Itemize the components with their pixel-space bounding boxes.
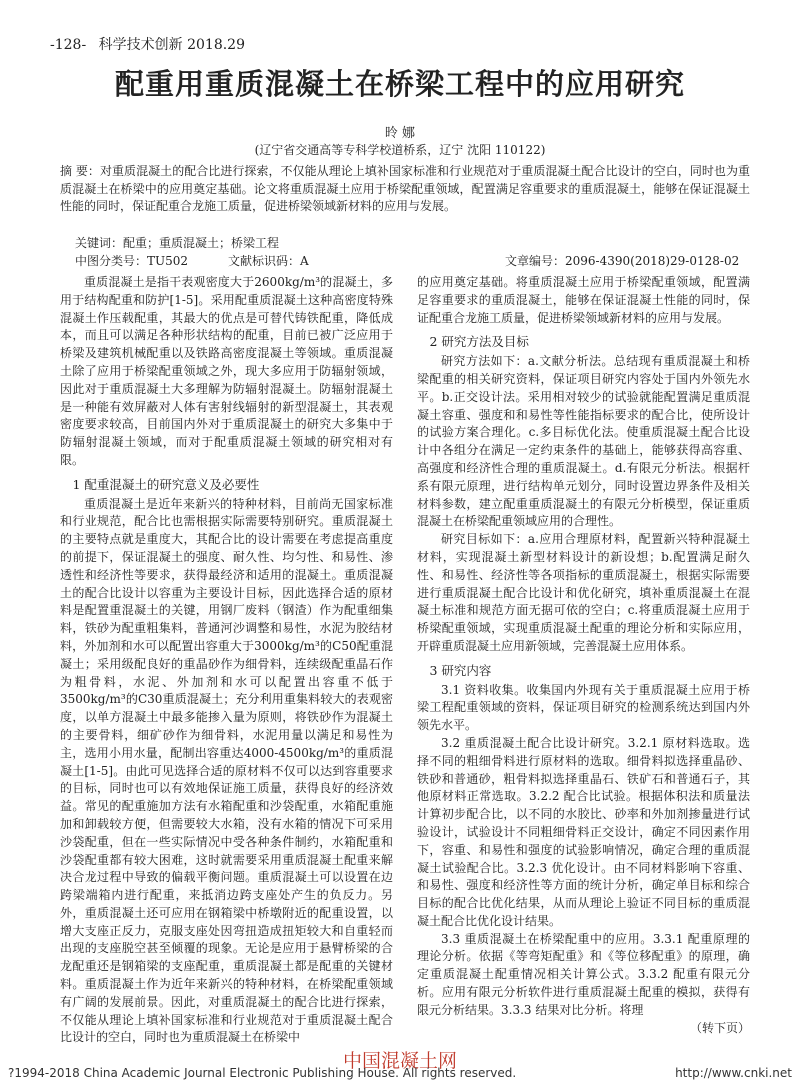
section-heading: 1 配重混凝土的研究意义及必要性 [72, 476, 260, 492]
journal-name: 科学技术创新 [98, 37, 183, 53]
section-heading: 2 研究方法及目标 [429, 334, 529, 350]
body-columns [60, 274, 750, 1044]
section-heading: 3 研究内容 [429, 662, 492, 678]
keywords: 关键词：配重；重质混凝土；桥梁工程 [75, 236, 280, 250]
body-paragraph: 3.3 重质混凝土在桥梁配重中的应用。3.3.1 配重原理的理论分析。依据《等弯矩配重》和《等位移配重》的原理，确定重质混凝土配重情况相关计算公式。3.3.2 配重有限元分析。应用有限元分析软件进行重质混凝土配重的模拟，获得有限元分析结果。3.3.3 结果对比分析。将理 [417, 931, 750, 1017]
body-paragraph: 3.1 资料收集。收集国内外现有关于重质混凝土应用于桥梁工程配重领域的资料，保证项目研究的检测系统达到国内外领先水平。 [417, 682, 750, 733]
author-affiliation: (辽宁省交通高等专科学校道桥系，辽宁 沈阳 110122) [254, 143, 546, 157]
running-header [50, 34, 245, 54]
journal-issue: 2018.29 [187, 37, 245, 53]
clc-number: 中图分类号：TU502 [75, 254, 189, 268]
body-paragraph: 重质混凝土是近年来新兴的特种材料，目前尚无国家标准和行业规范，配合比也需根据实际需要特别研究。重质混凝土的主要特点就是重度大，其配合比的设计需要在考虑提高重度的前提下，保证混凝土的强度、耐久性、均匀性、和易性、渗透性和经济性等要求，获得最经济和适用的混凝土。重质混凝土的配合比设计以容重为主要设计目标，因此选择合适的原材料是配置重混凝土的关键，用钢厂废料（钢渣）作为配重细集料，铁砂为配重粗集料，普通河沙调整和易性，水泥为胶结材料，外加剂和水可以配置出容重大于3000kg/m³的C50配重混凝土；采用级配良好的重晶砂作为细骨料，连续级配重晶石作为粗骨料，水泥、外加剂和水可以配置出容重不低于3500kg/m³的C30重质混凝土；充分利用重集料较大的表观密度，以单方混凝土中最多能掺入量为原则，将铁砂作为混凝土的主要骨料，细矿砂作为细骨料，水泥用量以满足和易性为主，选用小用水量，配制出容重达4000-4500kg/m³的重质混凝土[1-5]。由此可见选择合适的原材料不仅可以达到容重要求的目标，同时也可以有效地保证施工质量，获得良好的经济效益。常见的配重施加方法有水箱配重和沙袋配重，水箱配重施加和卸载较方便，但需要较大水箱，没有水箱的情况下可采用沙袋配重，但在一些实际情况中受各种条件制约，水箱配重和沙袋配重都有较大困难，这时就需要采用重质混凝土配重来解决合龙过程中导致的偏载平衡问题。重质混凝土可以设置在边跨梁端箱内进行配重，来抵消边跨支座处产生的负反力。另外，重质混凝土还可应用在钢箱梁中桥墩附近的配重设置，以增大支座正反力，克服支座处因弯扭造成扭矩较大和自重轻而出现的支座脱空甚至倾覆的现象。无论是应用于悬臂桥梁的合龙配重还是钢箱梁的支座配重，重质混凝土都是配重的关键材料。重质混凝土作为近年来新兴的特种材料，在桥梁配重领域有广阔的发展前景。因此，对重质混凝土的配合比进行探索，不仅能从理论上填补国家标准和行业规范对于重质混凝土配合比设计的空白，同时也为重质混凝土在桥梁中 [60, 496, 393, 1044]
body-paragraph: 研究目标如下：a.应用合理原材料，配置新兴特种混凝土材料，实现混凝土新型材料设计的新设想；b.配置满足耐久性、和易性、经济性等各项指标的重质混凝土，根据实际需要进行重质混凝土配合比设计和优化研究，填补重质混凝土在混凝土标准和规范方面无据可依的空白；c.将重质混凝土应用于桥梁配重领域，实现重质混凝土配重的理论分析和实际应用，开辟重质混凝土应用新领域，完善混凝土应用体系。 [417, 532, 750, 653]
article-number: 文章编号：2096-4390(2018)29-0128-02 [505, 254, 740, 268]
author-name: 昤 娜 [384, 126, 416, 141]
continued-note: （转下页） [689, 1020, 750, 1035]
body-paragraph: 重质混凝土是指干表观密度大于2600kg/m³的混凝土，多用于结构配重和防护[1-5]。采用配重质混凝土这种高密度特殊混凝土作压载配重，其最大的优点是可替代铸铁配重，降低成本，而且可以满足各种形状结构的配重，目前已被广泛应用于桥梁及建筑机械配重以及铁路高密度混凝土等领域。重质混凝土除了应用于桥梁配重领域之外，现大多应用于防辐射领域，因此对于重质混凝土大多理解为防辐射混凝土。防辐射混凝土是一种能有效屏蔽对人体有害射线辐射的新型混凝土，其表观密度要求较高，目前国内外对于重质混凝土的研究大多集中于防辐射混凝土领域，而对于配重质混凝土领域的研究相对有限。 [60, 275, 393, 467]
body-paragraph: 研究方法如下：a.文献分析法。总结现有重质混凝土和桥梁配重的相关研究资料，保证项目研究内容处于国内外领先水平。b.正交设计法。采用相对较少的试验就能配置满足重质混凝土容重、强度和和易性等性能指标要求的配合比，使所设计的试验方案合理化。c.多目标优化法。使重质混凝土配合比设计中各组分在满足一定约束条件的基础上，能够获得高容重、高强度和经济性合理的重质混凝土。d.有限元分析法。根据杆系有限元原理，进行结构单元划分，同时设置边界条件及相关材料参数，建立配重重质混凝土的有限元分析模型，保证重质混凝土在桥梁配重领域应用的合理性。 [417, 354, 750, 529]
abstract: 摘 要：对重质混凝土的配合比进行探索，不仅能从理论上填补国家标准和行业规范对于重质混凝土配合比设计的空白，同时也为重质混凝土在桥梁中的应用奠定基础。论文将重质混凝土应用于桥梁配重领域，配置满足容重要求的重质混凝土，能够在保证混凝土性能的同时，保证配重合龙施工质量，促进桥梁领域新材料的应用与发展。 [60, 164, 750, 213]
right-column [417, 274, 750, 1044]
body-paragraph: 的应用奠定基础。将重质混凝土应用于桥梁配重领域，配置满足容重要求的重质混凝土，能够在保证混凝土性能的同时，保证配重合龙施工质量，促进桥梁领域新材料的应用与发展。 [417, 275, 750, 325]
body-paragraph: 3.2 重质混凝土配合比设计研究。3.2.1 原材料选取。选择不同的粗细骨料进行原材料的选取。细骨料拟选择重晶砂、铁砂和普通砂，粗骨料拟选择重晶石、铁矿石和普通石子，其他原材料正常选取。3.2.2 配合比试验。根据体积法和质量法计算初步配合比，以不同的水胶比、砂率和外加剂掺量进行试验设计，试验设计不同粗细骨料正交设计，确定不同因素作用下，容重、和易性和强度的试验影响情况，确定合理的重质混凝土试验配合比。3.2.3 优化设计。由不同材料影响下容重、和易性、强度和经济性等方面的统计分析，确定单目标和综合目标的配合比优化结果，从而从理论上验证不同目标的重质混凝土配合比优化设计结果。 [417, 735, 750, 928]
document-code: 文献标识码：A [228, 254, 309, 268]
footer-url[interactable]: http://www.cnki.net [675, 1066, 792, 1080]
watermark-brand: 中国混凝土网 [342, 1050, 457, 1072]
article-title: 配重用重质混凝土在桥梁工程中的应用研究 [114, 67, 685, 101]
left-column [60, 274, 393, 1044]
copyright-notice: ?1994-2018 China Academic Journal Electronic Publishing House. All rights reserved. [8, 1066, 517, 1080]
page-footer [8, 1066, 792, 1080]
page-number: -128- [50, 37, 87, 53]
